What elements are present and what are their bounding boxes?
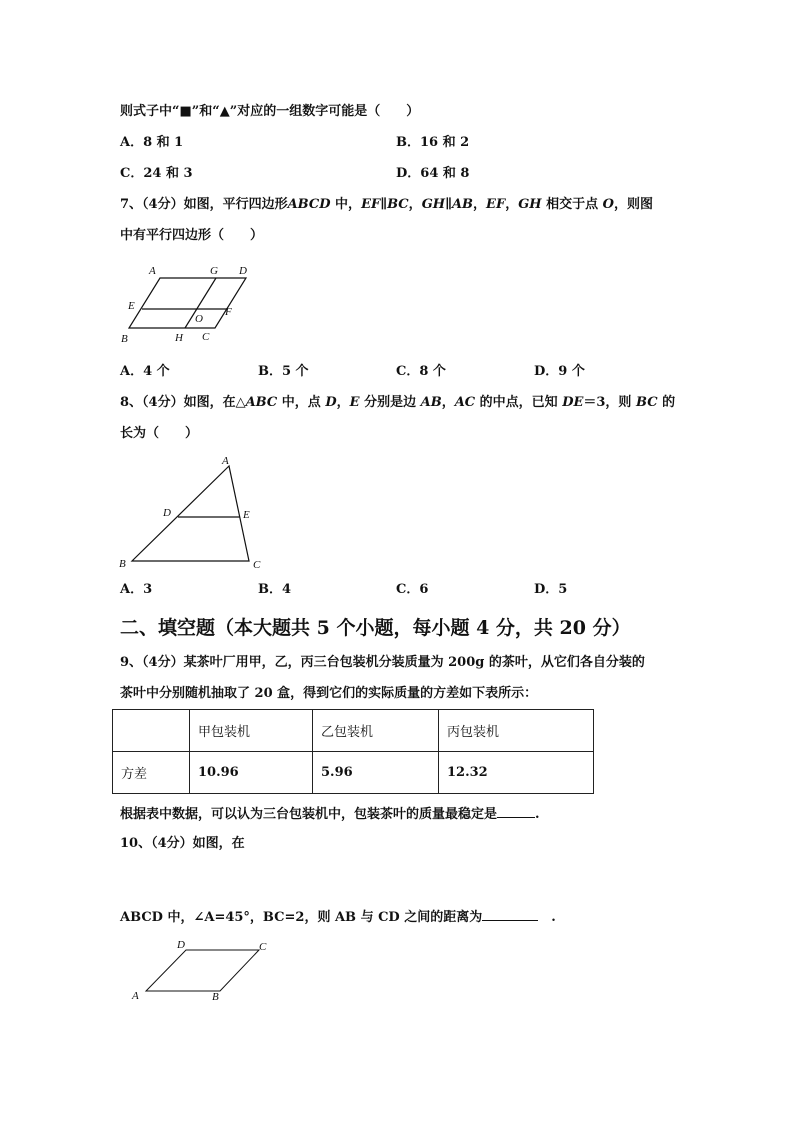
- q6-stem: 则式子中“■”和“▲”对应的一组数字可能是（ ）: [120, 104, 420, 119]
- q8-ac: AC: [454, 395, 476, 410]
- q8-option-b: B．4: [258, 582, 292, 597]
- q8-text: 的: [657, 395, 676, 410]
- q7-label-c: C: [202, 331, 210, 343]
- q7-label-d: D: [239, 265, 247, 277]
- q7-parallelogram-figure: [118, 262, 258, 346]
- q8-text: 分别是边: [359, 395, 421, 410]
- q8-text: ，: [336, 395, 350, 410]
- q10-question-text: ABCD 中，∠A=45°，BC=2，则 AB 与 CD 之间的距离为: [120, 910, 483, 925]
- q10-period: .: [538, 910, 556, 925]
- q6-option-b: B．16 和 2: [396, 135, 470, 150]
- q8-triangle-figure: [112, 450, 272, 574]
- q8-option-d: D．5: [534, 582, 568, 597]
- table-cell: 12.32: [439, 752, 594, 794]
- q9-question-text: 根据表中数据，可以认为三台包装机中，包装茶叶的质量最稳定是: [120, 807, 498, 822]
- table-row: [113, 752, 594, 794]
- q7-ef-bc: EF∥BC: [361, 197, 409, 212]
- q7-o: O: [602, 197, 614, 212]
- table-header-row: [113, 710, 594, 752]
- q7-label-b: B: [121, 333, 128, 345]
- q8-stem-line2: 长为（ ）: [120, 426, 199, 441]
- q7-option-b: B．5 个: [258, 364, 309, 379]
- q8-de: DE: [562, 395, 584, 410]
- q7-gh-ab: GH∥AB: [421, 197, 474, 212]
- q10-label-d: D: [177, 939, 185, 951]
- q7-text: ，则图: [613, 197, 653, 212]
- table-header-cell: 乙包装机: [313, 710, 439, 752]
- section-heading: 二、填空题（本大题共 5 个小题，每小题 4 分，共 20 分）: [120, 617, 631, 639]
- q8-triangle-abc: [132, 466, 249, 561]
- q8-stem-line1: [120, 395, 675, 411]
- table-cell: 10.96: [190, 752, 313, 794]
- q10-label-b: B: [212, 991, 219, 1003]
- q7-label-g: G: [210, 265, 218, 277]
- q7-stem-line2: 中有平行四边形（ ）: [120, 228, 264, 243]
- table-cell: 5.96: [313, 752, 439, 794]
- q8-option-c: C．6: [396, 582, 429, 597]
- q10-parallelogram-figure: [128, 938, 278, 1006]
- table-row-label: 方差: [113, 752, 190, 794]
- q7-option-d: D．9 个: [534, 364, 585, 379]
- q7-option-a: A．4 个: [120, 364, 170, 379]
- q9-stem-line2: 茶叶中分别随机抽取了 20 盒，得到它们的实际质量的方差如下表所示：: [120, 686, 538, 701]
- q6-option-a: A．8 和 1: [120, 135, 184, 150]
- q8-text: 中，点: [277, 395, 326, 410]
- q7-text: 中，: [330, 197, 362, 212]
- q8-bc: BC: [635, 395, 658, 410]
- q9-period: .: [535, 807, 540, 822]
- q7-gh: GH: [518, 197, 542, 212]
- answer-blank: [482, 908, 538, 921]
- q7-label-h: H: [175, 332, 183, 344]
- q9-stem-line3: [120, 805, 540, 823]
- q9-stem-line1: 9、（4分）某茶叶厂用甲，乙，丙三台包装机分装质量为 200g 的茶叶，从它们各自分装的: [120, 655, 645, 670]
- q7-label-e: E: [128, 300, 135, 312]
- table-header-cell: [113, 710, 190, 752]
- q10-parallelogram-abcd: [146, 950, 259, 991]
- q7-ef: EF: [486, 197, 506, 212]
- q7-text: 相交于点: [541, 197, 603, 212]
- q7-label-o: O: [195, 313, 203, 325]
- table-header-cell: 丙包装机: [439, 710, 594, 752]
- q7-parallelogram-abcd: [129, 278, 246, 328]
- q8-option-a: A．3: [120, 582, 153, 597]
- answer-blank: [497, 805, 535, 818]
- q8-label-a: A: [222, 455, 229, 467]
- q10-label-c: C: [259, 941, 267, 953]
- q8-ab: AB: [420, 395, 442, 410]
- q8-text: ，: [441, 395, 455, 410]
- q7-text: ，: [505, 197, 519, 212]
- q6-option-c: C．24 和 3: [120, 166, 193, 181]
- q7-label-f: F: [225, 306, 232, 318]
- q7-stem-line1: [120, 197, 653, 213]
- q9-variance-table: [112, 709, 594, 794]
- q8-num: 8、（4分）如图，在△: [120, 395, 246, 410]
- q10-stem-line2: [120, 908, 556, 926]
- q8-abc: ABC: [245, 395, 278, 410]
- q8-label-e: E: [243, 509, 250, 521]
- table-header-cell: 甲包装机: [190, 710, 313, 752]
- q8-label-b: B: [119, 558, 126, 570]
- q8-text: 的中点，已知: [475, 395, 563, 410]
- q7-text: ，: [408, 197, 422, 212]
- q7-num: 7、（4分）如图，平行四边形: [120, 197, 288, 212]
- q7-text: ，: [473, 197, 487, 212]
- q8-label-c: C: [253, 559, 261, 571]
- q8-d: D: [325, 395, 337, 410]
- q8-e: E: [349, 395, 360, 410]
- q10-label-a: A: [132, 990, 139, 1002]
- q6-option-d: D．64 和 8: [396, 166, 470, 181]
- q7-abcd: ABCD: [287, 197, 331, 212]
- q8-text: ＝3，则: [583, 395, 636, 410]
- q7-label-a: A: [149, 265, 156, 277]
- q7-option-c: C．8 个: [396, 364, 446, 379]
- q8-label-d: D: [163, 507, 171, 519]
- q10-stem-line1: 10、（4分）如图，在: [120, 836, 245, 851]
